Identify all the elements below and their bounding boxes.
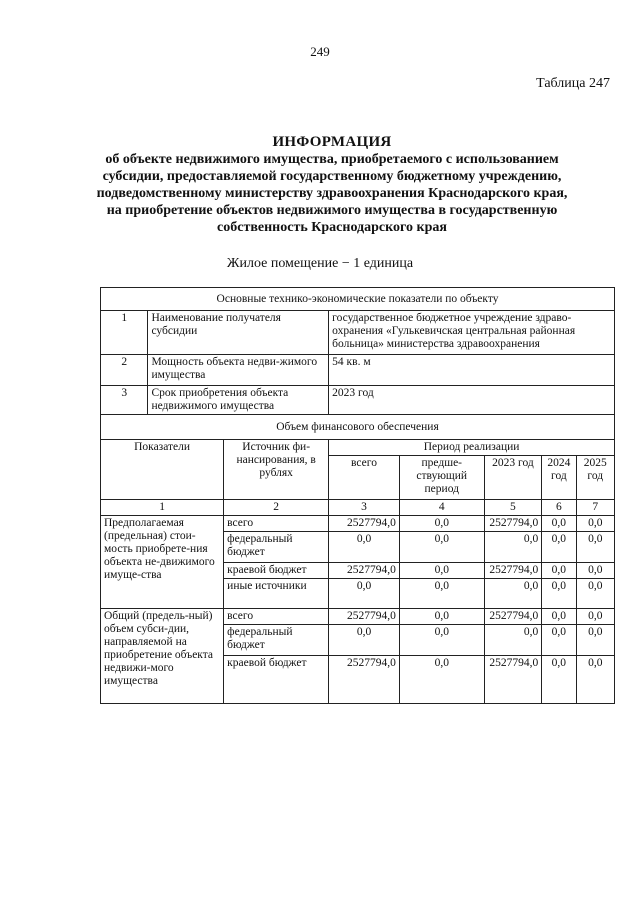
value-previous: 0,0 — [399, 625, 484, 656]
value-2025: 0,0 — [576, 656, 614, 704]
funding-source: федеральный бюджет — [224, 532, 329, 563]
value-total: 2527794,0 — [329, 609, 400, 625]
col-number: 3 — [329, 500, 400, 516]
col-number: 1 — [101, 500, 224, 516]
value-previous: 0,0 — [399, 579, 484, 609]
value-2024: 0,0 — [542, 656, 576, 704]
value-total: 0,0 — [329, 579, 400, 609]
value-2023: 2527794,0 — [484, 609, 542, 625]
heading-line: подведомственному министерству здравоохранения Краснодарского края, — [96, 186, 568, 201]
value-2023: 0,0 — [484, 625, 542, 656]
value-2023: 2527794,0 — [484, 516, 542, 532]
value-total: 0,0 — [329, 625, 400, 656]
indicator-label: Общий (предель-ный) объем субси-дии, направляемой на приобретение объекта недвижи-мого имущества — [101, 609, 224, 704]
value-2024: 0,0 — [542, 625, 576, 656]
col-header-2023: 2023 год — [484, 456, 542, 500]
indicator-label: Предполагаемая (предельная) стои-мость приобрете-ния объекта не-движимого имуще-ства — [101, 516, 224, 609]
value-previous: 0,0 — [399, 563, 484, 579]
section-header-characteristics: Основные технико-экономические показатели по объекту — [101, 288, 615, 311]
value-total: 2527794,0 — [329, 656, 400, 704]
row-number: 1 — [101, 311, 148, 355]
value-2024: 0,0 — [542, 563, 576, 579]
col-header-2025: 2025 год — [576, 456, 614, 500]
info-label: Срок приобретения объекта недвижимого имущества — [148, 386, 329, 415]
value-previous: 0,0 — [399, 656, 484, 704]
info-value: 2023 год — [329, 386, 615, 415]
col-number: 4 — [399, 500, 484, 516]
value-2024: 0,0 — [542, 609, 576, 625]
funding-source: всего — [224, 609, 329, 625]
row-number: 2 — [101, 355, 148, 386]
value-previous: 0,0 — [399, 516, 484, 532]
col-header-period: Период реализации — [329, 440, 615, 456]
table-label: Таблица 247 — [536, 76, 610, 91]
funding-source: всего — [224, 516, 329, 532]
col-number: 2 — [224, 500, 329, 516]
info-value: государственное бюджетное учреждение здраво-охранения «Гулькевичская центральная районная больница» министерства здравоохранения — [329, 311, 615, 355]
funding-source: федеральный бюджет — [224, 625, 329, 656]
value-2025: 0,0 — [576, 625, 614, 656]
value-total: 0,0 — [329, 532, 400, 563]
heading-line: на приобретение объектов недвижимого имущества в государственную — [106, 203, 558, 218]
row-number: 3 — [101, 386, 148, 415]
value-2025: 0,0 — [576, 516, 614, 532]
col-header-previous: предше-ствующий период — [399, 456, 484, 500]
value-2023: 2527794,0 — [484, 656, 542, 704]
info-value: 54 кв. м — [329, 355, 615, 386]
section-header-financing: Объем финансового обеспечения — [101, 415, 615, 440]
value-2023: 0,0 — [484, 579, 542, 609]
value-2023: 2527794,0 — [484, 563, 542, 579]
funding-source: краевой бюджет — [224, 563, 329, 579]
value-2025: 0,0 — [576, 609, 614, 625]
value-2025: 0,0 — [576, 532, 614, 563]
value-previous: 0,0 — [399, 532, 484, 563]
funding-source: краевой бюджет — [224, 656, 329, 704]
value-2025: 0,0 — [576, 579, 614, 609]
col-number: 6 — [542, 500, 576, 516]
value-total: 2527794,0 — [329, 516, 400, 532]
col-header-indicators: Показатели — [101, 440, 224, 500]
value-2024: 0,0 — [542, 516, 576, 532]
value-2025: 0,0 — [576, 563, 614, 579]
value-previous: 0,0 — [399, 609, 484, 625]
value-total: 2527794,0 — [329, 563, 400, 579]
value-2024: 0,0 — [542, 579, 576, 609]
document-heading — [92, 134, 572, 236]
heading-line: об объекте недвижимого имущества, приобретаемого с использованием — [105, 152, 559, 167]
value-2023: 0,0 — [484, 532, 542, 563]
info-label: Мощность объекта недви-жимого имущества — [148, 355, 329, 386]
col-header-2024: 2024 год — [542, 456, 576, 500]
col-header-source: Источник фи-нансирования, в рублях — [224, 440, 329, 500]
page-number: 249 — [310, 44, 330, 59]
info-label: Наименование получателя субсидии — [148, 311, 329, 355]
heading-line: субсидии, предоставляемой государственному бюджетному учреждению, — [102, 169, 562, 184]
document-title: ИНФОРМАЦИЯ — [272, 134, 392, 150]
col-number: 7 — [576, 500, 614, 516]
subtitle: Жилое помещение − 1 единица — [226, 256, 414, 271]
heading-line: собственность Краснодарского края — [217, 220, 447, 235]
col-number: 5 — [484, 500, 542, 516]
value-2024: 0,0 — [542, 532, 576, 563]
funding-source: иные источники — [224, 579, 329, 609]
info-table — [100, 287, 615, 704]
col-header-total: всего — [329, 456, 400, 500]
